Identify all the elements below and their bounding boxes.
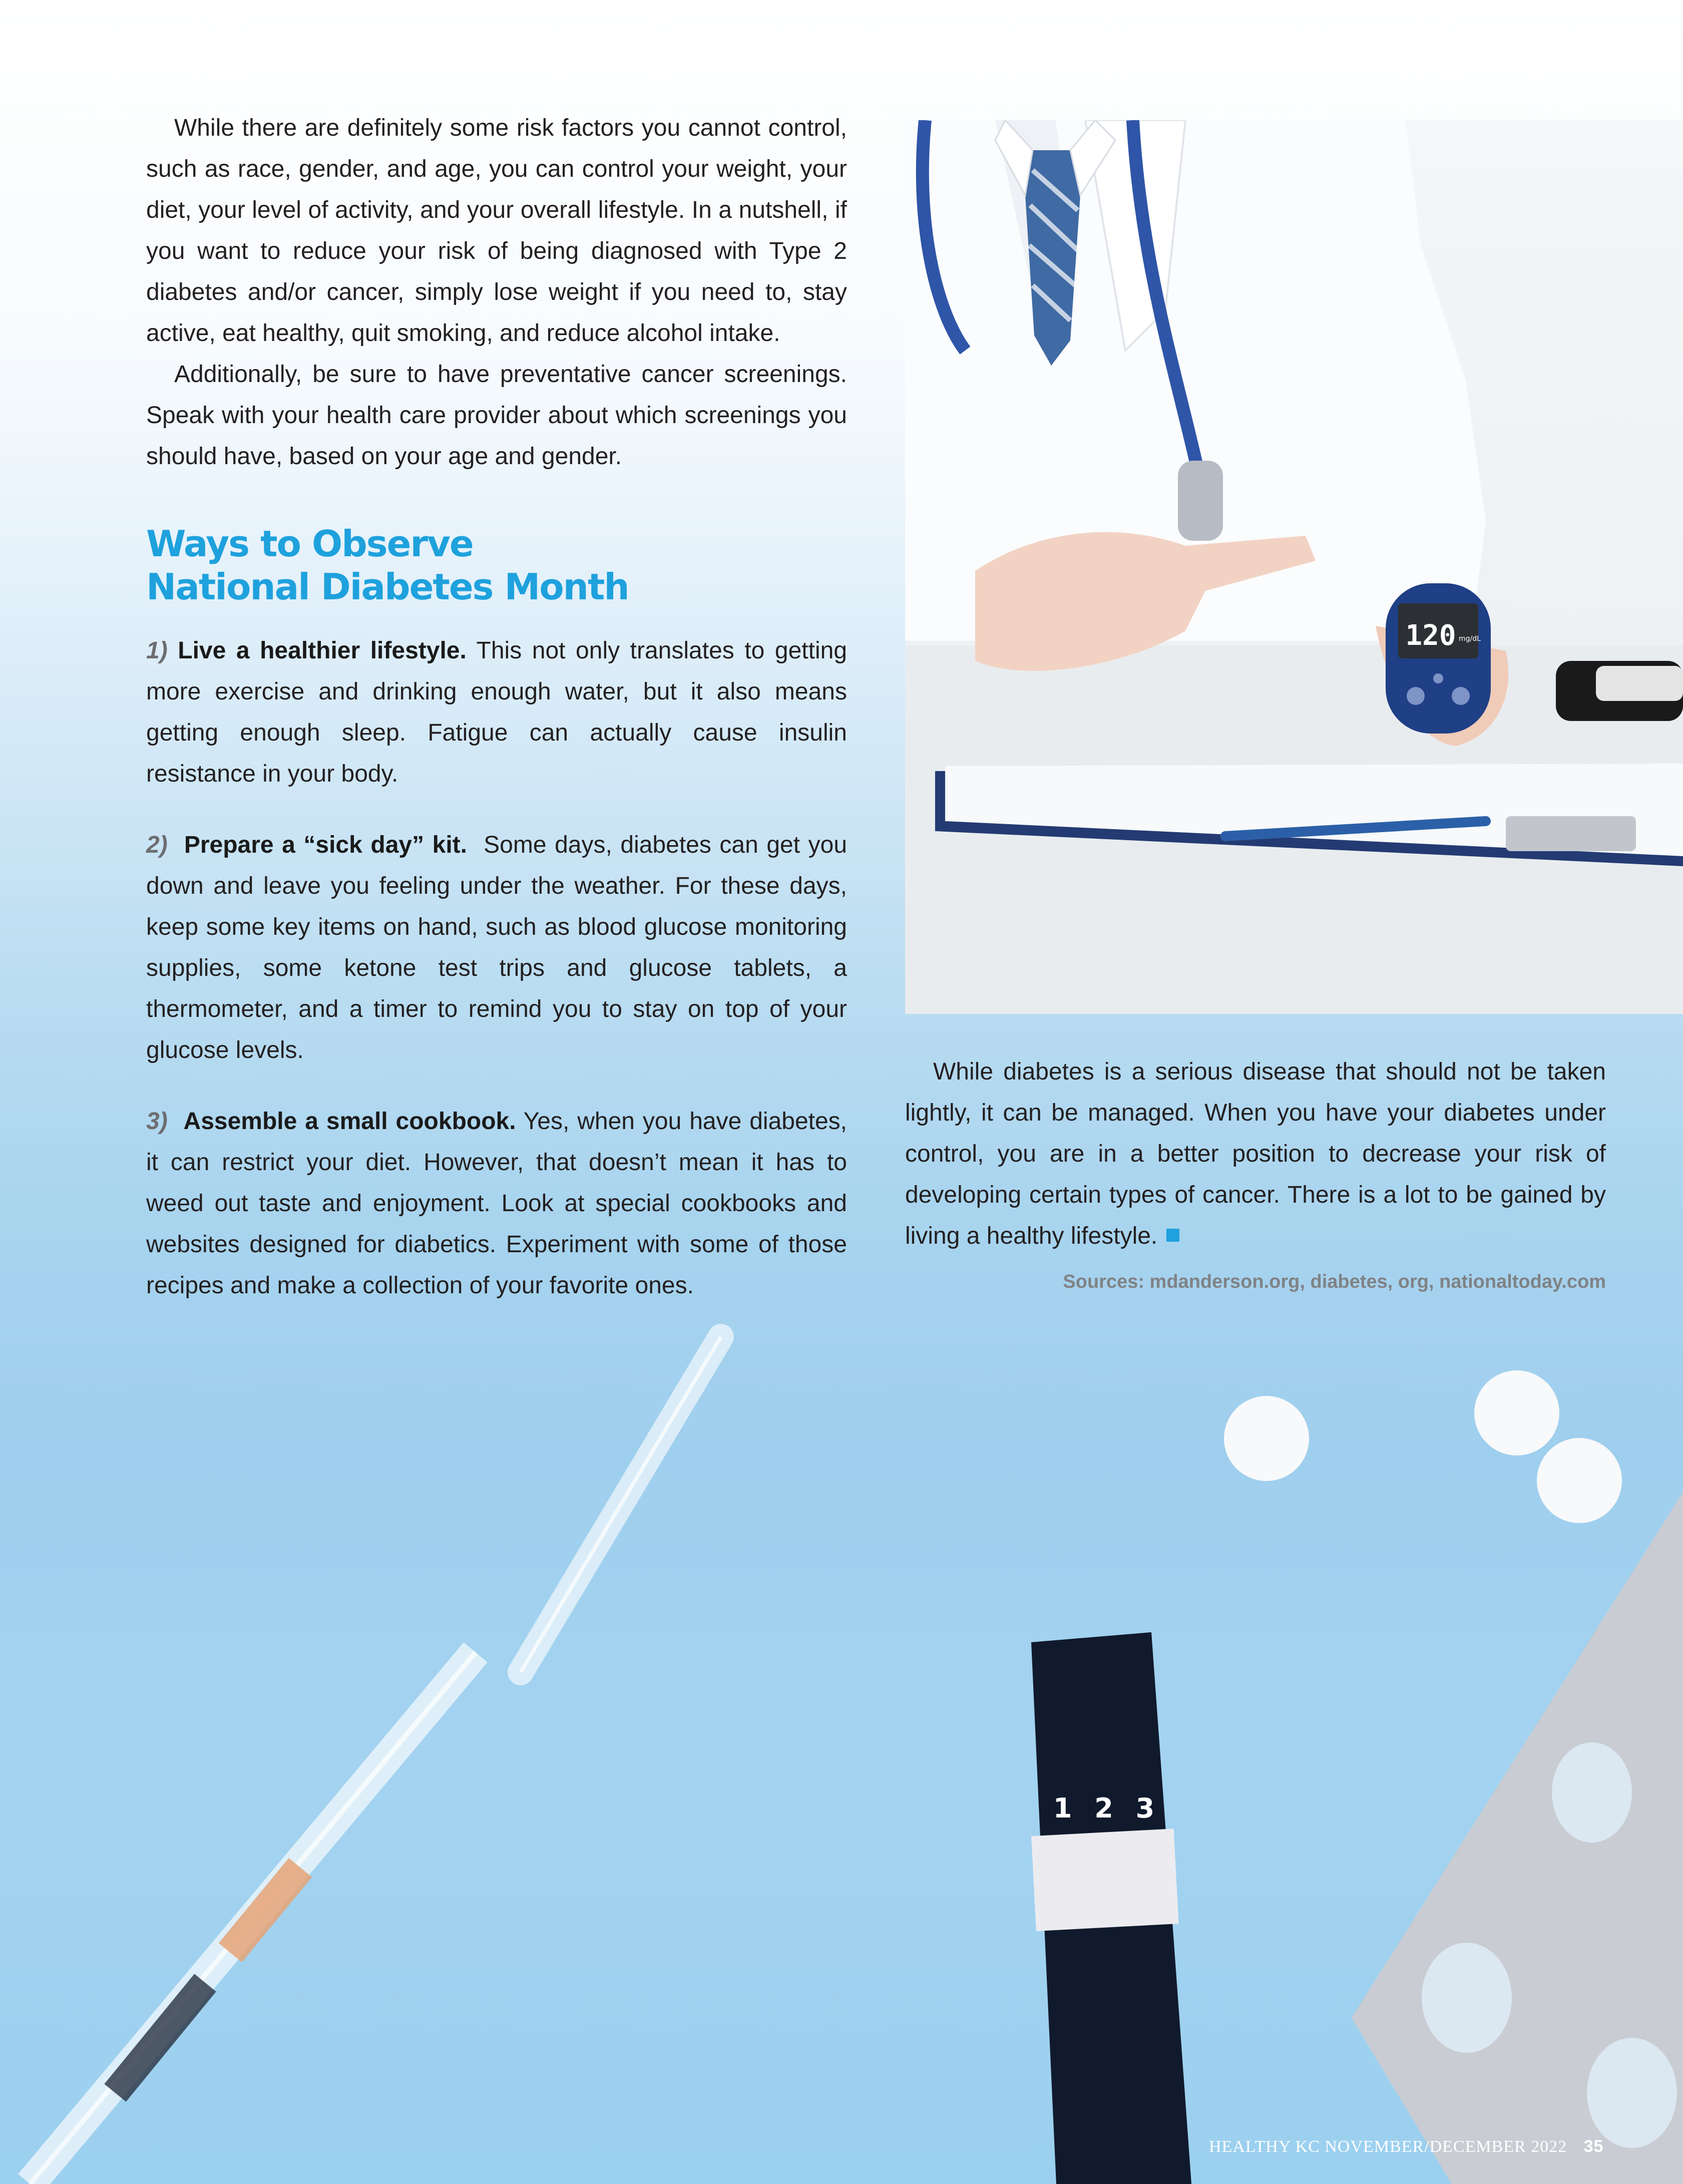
- lancet-dial: [1053, 1792, 1154, 1824]
- tip-body: Some days, diabetes can get you down and leave you feeling under the weather. For these days, keep some key items on hand, such as blood glucose monitoring supplies, some ketone test trips and glucose tablets, a thermometer, and a timer to remind you to stay on top of your glucose levels.: [146, 832, 848, 1063]
- diabetes-supplies-photo: [0, 1282, 1683, 2184]
- dial-number: 3: [1135, 1792, 1155, 1824]
- end-square-icon: [1166, 1229, 1179, 1242]
- conclusion-text: While diabetes is a serious disease that should not be taken lightly, it can be managed. When you have your diabetes under control, you are in a better position to decrease your risk of developing certain types of cancer. There is a lot to be gained by living a healthy lifestyle.: [905, 1058, 1606, 1249]
- doctor-illustration: [905, 120, 1683, 1014]
- tip-number: 1): [146, 637, 168, 664]
- dial-number: 1: [1053, 1792, 1072, 1824]
- heading-line-2: National Diabetes Month: [146, 566, 629, 608]
- tip-title: Live a healthier lifestyle.: [178, 637, 467, 664]
- tip-number: 3): [146, 1108, 168, 1135]
- tip-body: This not only translates to getting more exercise and drinking enough water, but it also means getting enough sleep. Fatigue can actually cause insulin resistance in your body.: [146, 637, 848, 787]
- meter-unit: mg/dL: [1459, 635, 1481, 643]
- page-number: 35: [1583, 2137, 1604, 2156]
- meter-reading: 120: [1405, 619, 1456, 652]
- tip-title: Prepare a “sick day” kit.: [184, 832, 468, 858]
- intro-paragraph-1: While there are definitely some risk factors you cannot control, such as race, gender, and age, you can control your weight, your diet, your level of activity, and your overall lifestyle. In a nutshell, if you want to reduce your risk of being diagnosed with Type 2 diabetes and/or cancer, simply lose weight if you need to, stay active, eat healthy, quit smoking, and reduce alcohol intake.: [146, 115, 847, 346]
- intro-paragraph-2: Additionally, be sure to have preventative cancer screenings. Speak with your health care provider about which screenings you should have, based on your age and gender.: [146, 361, 847, 470]
- tip-title: Assemble a small cookbook.: [183, 1108, 516, 1135]
- doctor-photo: [905, 120, 1683, 1014]
- tip-1: [146, 630, 847, 795]
- sources-line: Sources: mdanderson.org, diabetes, org, nationaltoday.com: [1063, 1271, 1606, 1292]
- tip-number: 2): [146, 832, 168, 858]
- blister-pack-icon: [1352, 1492, 1683, 2184]
- left-column: [146, 108, 847, 1306]
- section-heading: [146, 522, 847, 608]
- syringe-icon: [30, 1337, 721, 2184]
- tip-3: [146, 1101, 847, 1306]
- tip-body: Yes, when you have diabetes, it can restrict your diet. However, that doesn’t mean it has to weed out taste and enjoyment. Look at special cookbooks and websites designed for diabetics. Experiment with some of those recipes and make a collection of your favorite ones.: [146, 1108, 848, 1299]
- publication-name: HEALTHY KC NOVEMBER/DECEMBER 2022: [1209, 2137, 1567, 2156]
- right-column: [905, 1051, 1606, 1297]
- dial-number: 2: [1094, 1792, 1113, 1824]
- lancet-pen-icon: [1031, 1632, 1191, 2184]
- page-footer: [1209, 2137, 1604, 2162]
- heading-line-1: Ways to Observe: [146, 523, 473, 565]
- conclusion-paragraph: [905, 1051, 1606, 1257]
- tip-2: [146, 825, 847, 1071]
- pill-icon: [1224, 1370, 1622, 1523]
